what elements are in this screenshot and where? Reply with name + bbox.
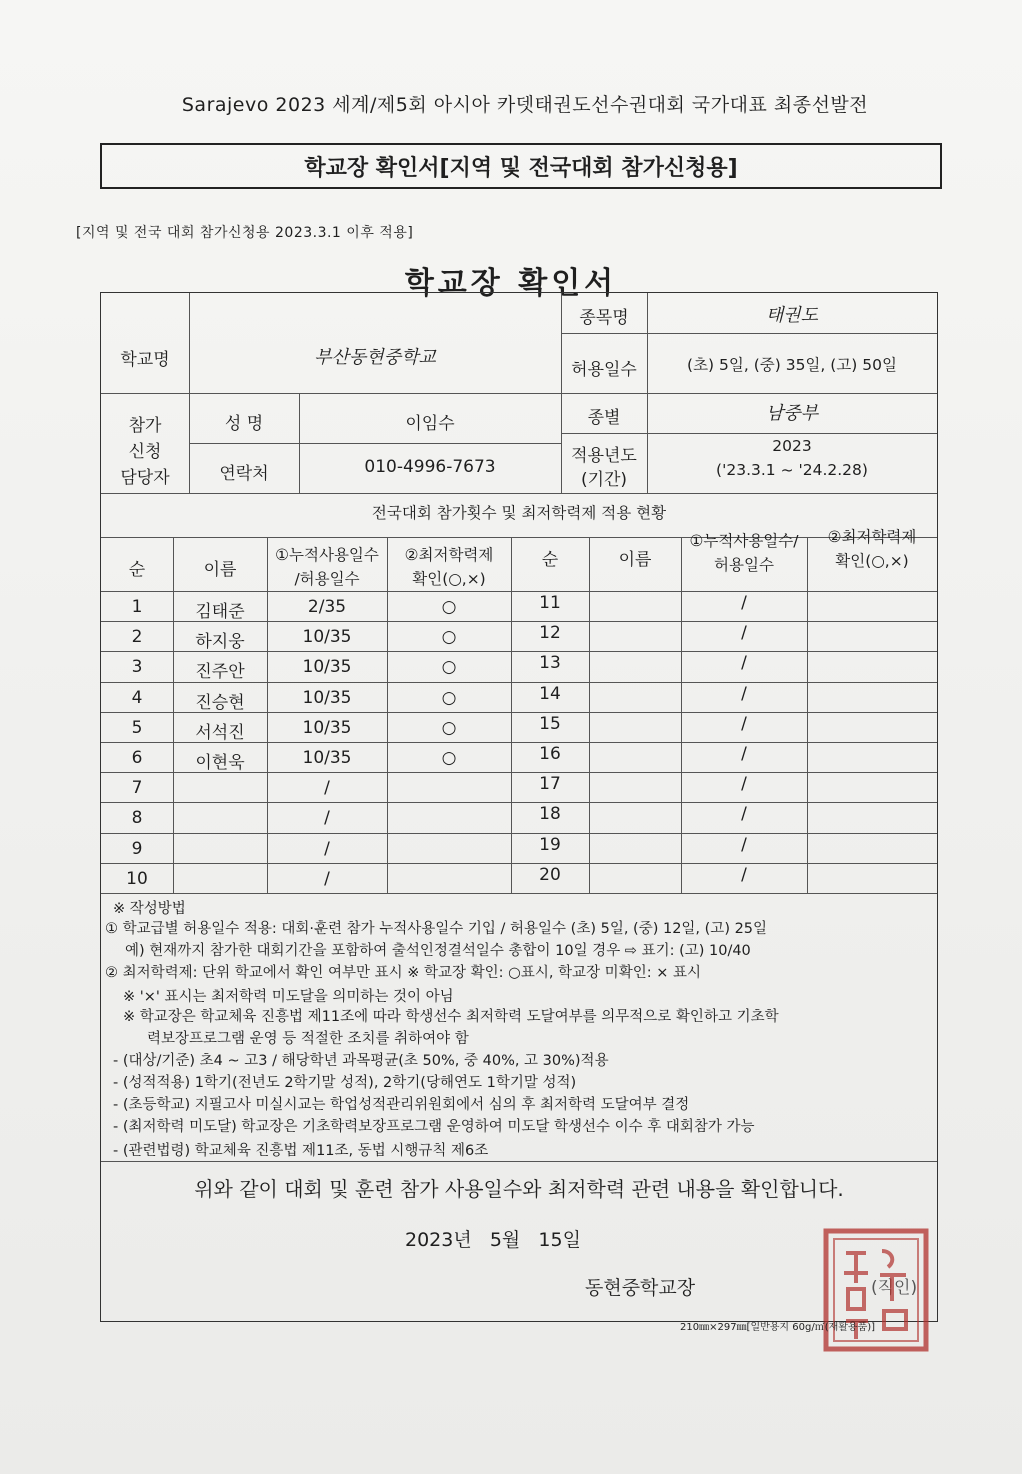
row-days: 2/35 (307, 597, 347, 617)
row-days: / (324, 778, 330, 799)
days-value: (초) 5일, (중) 35일, (고) 50일 (687, 356, 897, 374)
row-check: ○ (441, 717, 457, 738)
row-number: 13 (539, 653, 561, 674)
row-days: 10/35 (302, 627, 352, 648)
row-days: / (324, 808, 330, 829)
row-days: / (741, 623, 747, 644)
row-number: 16 (539, 744, 561, 764)
row-name: 진승현 (195, 692, 245, 713)
division-value: 남중부 (765, 403, 819, 424)
year-value-1: 2023 (772, 437, 812, 455)
row-days: 10/35 (302, 717, 352, 738)
school-label: 학교명 (120, 350, 170, 370)
row-number: 20 (539, 864, 561, 885)
confirmation-statement: 위와 같이 대회 및 훈련 참가 사용일수와 최저학력 관련 내용을 확인합니다. (194, 1177, 844, 1201)
row-days: / (741, 653, 747, 674)
row-days: / (324, 868, 330, 889)
col-header-check-right-2: 확인(○,×) (835, 552, 909, 570)
row-name: 이현욱 (195, 753, 245, 773)
col-header-name-left: 이름 (203, 560, 237, 580)
manager-label-2: 신청 (128, 442, 162, 462)
instruction-line: - (최저학력 미도달) 학교장은 기초학력보장프로그램 운영하여 미도달 학생선수 이수 후 대회참가 가능 (113, 1119, 755, 1135)
row-days: / (741, 834, 747, 855)
row-number: 11 (539, 593, 561, 613)
days-label: 허용일수 (571, 360, 637, 380)
row-days: / (741, 744, 747, 764)
row-days: / (324, 838, 330, 859)
row-number: 2 (131, 627, 143, 648)
contact-label: 연락처 (219, 464, 269, 484)
col-header-name-right: 이름 (618, 550, 652, 570)
instruction-line: ※ '×' 표시는 최저학력 미도달을 의미하는 것이 아님 (123, 989, 454, 1005)
name-value: 이임수 (405, 414, 455, 434)
col-header-days-right-2: 허용일수 (714, 556, 774, 574)
row-number: 8 (131, 808, 143, 829)
row-days: 10/35 (302, 748, 352, 768)
school-seal-stamp (820, 1225, 932, 1355)
seal-placeholder: (직인) (871, 1278, 918, 1298)
col-header-days-left-1: ①누적사용일수 (275, 546, 379, 564)
instruction-line: - (초등학교) 지필고사 미실시교는 학업성적관리위원회에서 심의 후 최저학력 도달여부 결정 (113, 1097, 690, 1113)
col-header-check-right-1: ②최저학력제 (827, 528, 917, 546)
row-check: ○ (441, 687, 457, 708)
instruction-line: - (성적적용) 1학기(전년도 2학기말 성적), 2학기(당해연도 1학기말 성적) (113, 1075, 577, 1091)
instruction-line: ② 최저학력제: 단위 학교에서 확인 여부만 표시 ※ 학교장 확인: ○표시, 학교장 미확인: × 표시 (105, 965, 701, 981)
row-number: 10 (126, 868, 148, 889)
row-days: 10/35 (302, 687, 352, 708)
row-check: ○ (441, 597, 457, 617)
contact-value: 010-4996-7673 (364, 457, 496, 477)
form-title: 학교장 확인서 (404, 266, 618, 301)
table-caption: 전국대회 참가횟수 및 최저학력제 적용 현황 (371, 504, 667, 522)
row-number: 18 (539, 804, 561, 825)
row-number: 12 (539, 623, 561, 644)
sport-value: 태권도 (765, 305, 819, 326)
principal-title: 동현중학교장 (585, 1277, 696, 1299)
row-days: / (741, 713, 747, 734)
row-check: ○ (441, 748, 457, 768)
instruction-line: ※ 작성방법 (113, 901, 186, 917)
instruction-line: 예) 현재까지 참가한 대회기간을 포함하여 출석인정결석일수 총합이 10일 경우 ⇨ 표기: (고) 10/40 (125, 943, 751, 959)
row-number: 3 (131, 657, 143, 678)
col-header-no-right: 순 (541, 550, 559, 570)
row-days: / (741, 774, 747, 795)
row-name: 김태준 (195, 602, 245, 622)
row-name: 서석진 (195, 722, 245, 743)
year-label-1: 적용년도 (571, 446, 637, 466)
confirmation-date: 2023년 5월 15일 (405, 1229, 581, 1251)
manager-label-1: 참가 (128, 416, 162, 436)
instruction-line: ① 학교급별 허용일수 적용: 대회·훈련 참가 누적사용일수 기입 / 허용일수 (초) 5일, (중) 12일, (고) 25일 (105, 921, 768, 937)
row-number: 19 (539, 834, 561, 855)
event-header: Sarajevo 2023 세계/제5회 아시아 카뎃태권도선수권대회 국가대표 최종선발전 (181, 94, 869, 116)
manager-label-3: 담당자 (120, 468, 170, 488)
row-check: ○ (441, 627, 457, 648)
row-days: / (741, 683, 747, 704)
row-days: / (741, 864, 747, 885)
row-number: 9 (131, 838, 143, 859)
row-number: 6 (131, 748, 143, 768)
instruction-line: 력보장프로그램 운영 등 적절한 조치를 취하여야 함 (147, 1031, 469, 1047)
instruction-line: - (관련법령) 학교체육 진흥법 제11조, 동법 시행규칙 제6조 (113, 1143, 489, 1159)
row-number: 17 (539, 774, 561, 795)
sport-label: 종목명 (579, 308, 629, 328)
row-number: 1 (131, 597, 143, 617)
row-days: / (741, 593, 747, 613)
col-header-no-left: 순 (128, 560, 146, 580)
document-title-box: 학교장 확인서[지역 및 전국대회 참가신청용] (100, 143, 942, 189)
division-label: 종별 (587, 408, 621, 428)
col-header-check-left-1: ②최저학력제 (404, 546, 494, 564)
row-number: 14 (539, 683, 561, 704)
row-number: 4 (131, 687, 143, 708)
row-number: 15 (539, 713, 561, 734)
year-value-2: ('23.3.1 ~ '24.2.28) (716, 461, 868, 479)
row-number: 5 (131, 717, 143, 738)
school-value: 부산동현중학교 (314, 347, 436, 368)
year-label-2: (기간) (580, 470, 628, 490)
row-name: 하지웅 (195, 632, 245, 653)
name-label: 성 명 (224, 414, 264, 434)
form-frame (100, 292, 938, 1322)
row-number: 7 (131, 778, 143, 799)
col-header-days-right-1: ①누적사용일수/ (689, 532, 799, 550)
col-header-days-left-2: /허용일수 (294, 570, 360, 588)
row-name: 진주안 (195, 662, 245, 683)
instruction-line: - (대상/기준) 초4 ~ 고3 / 해당학년 과목평균(초 50%, 중 40%, 고 30%)적용 (113, 1053, 609, 1069)
paper-spec-footer: 210㎜×297㎜[일반용지 60g/㎡(재활용품)] (680, 1322, 876, 1333)
col-header-check-left-2: 확인(○,×) (412, 570, 486, 588)
row-check: ○ (441, 657, 457, 678)
applicability-note: [지역 및 전국 대회 참가신청용 2023.3.1 이후 적용] (76, 225, 414, 241)
instruction-line: ※ 학교장은 학교체육 진흥법 제11조에 따라 학생선수 최저학력 도달여부를 의무적으로 확인하고 기초학 (123, 1009, 779, 1025)
row-days: / (741, 804, 747, 825)
row-days: 10/35 (302, 657, 352, 678)
